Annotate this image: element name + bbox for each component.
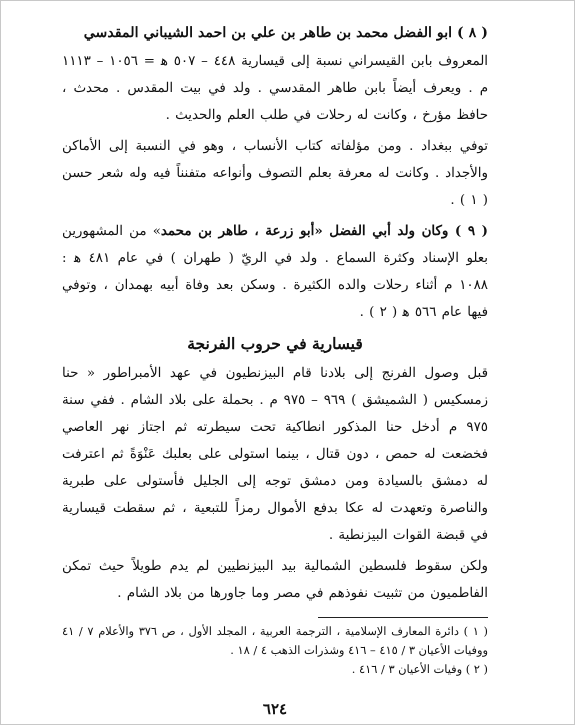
page-number: ٦٢٤ <box>262 700 288 718</box>
section-paragraph-1: قبل وصول الفرنج إلى بلادنا قام البيزنطيون في عهد الأمبراطور « حنا زمسكيس ( الشميشق ) ٩٦٩ – ٩٧٥ م . بحملة على بلاد الشام . ففي سنة ٩٧٥ م أدخل حنا المذكور انطاكية تحت سيطرته ثم اجتاز نهر العاصي فخضعت له حمص ، دون قتال ، بينما استولى على بعلبك عَنْوَةً ثم اعترفت له دمشق بالسيادة ومن دمشق توجه إلى الجليل فأستولى على طبرية والناصرة وتعهدت له عكا بدفع الأموال رمزاً للتبعية ، ثم سقطت قيسارية في قبضة القوات البيزنطية . <box>62 366 488 543</box>
footnote-2: ( ٢ ) وفيات الأعيان ٣ / ٤١٦ . <box>351 662 488 676</box>
footnotes <box>62 622 488 679</box>
entry-8-paragraph-2: توفي ببغداد . ومن مؤلفاته كتاب الأنساب ، وهو في النسبة إلى الأماكن والأجداد . وكانت له معرفة بعلم التصوف وأنواعه متفنناً فيه وله شعر حسن ( ١ ) . <box>62 139 488 208</box>
footnote-divider <box>318 617 488 618</box>
entry-9-name: أبو زرعة ، طاهر بن محمد <box>160 223 315 239</box>
entry-8-heading: ( ٨ ) ابو الفضل محمد بن طاهر بن علي بن احمد الشيباني المقدسي <box>83 25 488 41</box>
entry-9-number: ( ٩ ) وكان ولد أبي الفضل « <box>314 223 488 239</box>
entry-9-text: » من المشهورين بعلو الإسناد وكثرة السماع . ولد في الريّ ( طهران ) في عام ٤٨١ ﻫ : ١٠٨٨ م أثناء رحلات والده الكثيرة . وسكن بعد وفاة أبيه بهمدان ، وتوفي فيها عام ٥٦٦ ﻫ ( ٢ ) . <box>62 224 488 320</box>
entry-9-paragraph <box>62 218 488 326</box>
section-paragraph-2: ولكن سقوط فلسطين الشمالية بيد البيزنطيين لم يدم طويلاً حيث تمكن الفاطميون من تثبيت نفوذهم في مصر وما جاورها من بلاد الشام . <box>62 559 488 601</box>
book-page <box>62 8 488 720</box>
footnote-1: ( ١ ) دائرة المعارف الإسلامية ، الترجمة العربية ، المجلد الأول ، ص ٣٧٦ والأعلام ٧ / ٤١ ووفيات الأعيان ٣ / ٤١٥ – ٤١٦ وشذرات الذهب ٤ / ١٨ . <box>62 624 488 657</box>
entry-8-paragraph-1: المعروف بابن القيسراني نسبة إلى قيسارية ٤٤٨ – ٥٠٧ ﻫ = ١٠٥٦ – ١١١٣ م . ويعرف أيضاً بابن طاهر المقدسي . ولد في بيت المقدس . محدث ، حافظ مؤرخ ، وكانت له رحلات في طلب العلم والحديث . <box>62 54 488 123</box>
section-title: قيسارية في حروب الفرنجة <box>187 334 363 353</box>
